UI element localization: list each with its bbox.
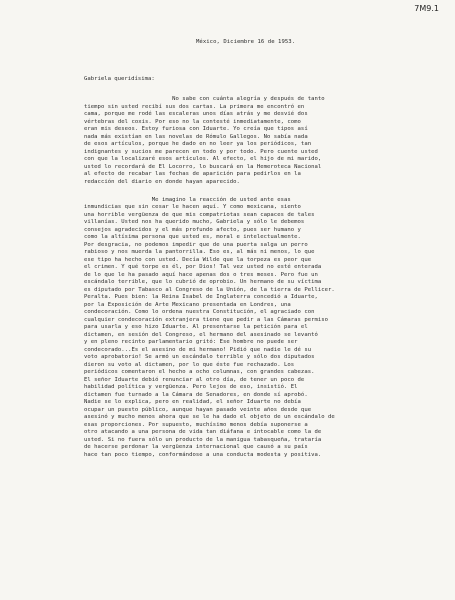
letter-line: como la altísima persona que usted es, moral e intelectualmente. bbox=[84, 234, 301, 240]
letter-line: condecorado...Es el asesino de mi hermano! Pidió que nadie le dé su bbox=[84, 346, 312, 353]
salutation: Gabriela queridísima: bbox=[84, 76, 155, 82]
letter-line: tiempo sin usted recibí sus dos cartas. La primera me encontró en bbox=[84, 103, 305, 110]
letter-line: periódicos comentaron el hecho a ocho columnas, con grandes cabezas. bbox=[84, 369, 315, 375]
letter-line: usted lo recordará de El Locorro, lo buscará en la Hemeroteca Nacional bbox=[84, 163, 322, 170]
letter-line: y en pleno recinto parlamentario gritó: Ese hombre no puede ser bbox=[84, 339, 298, 345]
letter-line: consejos agradecidos y el más profundo afecto, pues ser humano y bbox=[84, 226, 301, 233]
letter-line: con que la localizaré esos artículos. Al efecto, el hijo de mi marido, bbox=[84, 156, 322, 162]
letter-line: ese tipo ha hecho con usted. Decía Wilde que la torpeza es peor que bbox=[84, 256, 312, 263]
letter-line: por la Exposición de Arte Mexicano presentada en Londres, una bbox=[84, 301, 291, 308]
letter-line: eran mis deseos. Estoy furiosa con Iduarte. Yo creía que tipos así bbox=[84, 126, 308, 132]
letter-line: cualquier condecoración extranjera tiene que pedir a las Cámaras permiso bbox=[84, 316, 329, 323]
letter-line: Por desgracia, no podemos impedir que de una puerta salga un perro bbox=[84, 241, 308, 248]
letter-line: escándalo terrible, que lo cubrió de oprobio. Un hermano de su víctima bbox=[84, 279, 322, 285]
letter-line: villanías. Usted nos ha querido mucho, Gabriela y sólo le debemos bbox=[84, 219, 305, 225]
letter-line: Nadie se lo explica, pero en realidad, el señor Iduarte no debía bbox=[84, 399, 301, 405]
letter-line: nada más existían en las novelas de Rómulo Gallegos. No sabía nada bbox=[84, 133, 308, 140]
letter-line: voto aprobatorio! Se armó un escándalo terrible y sólo dos diputados bbox=[84, 354, 315, 360]
letter-line: al efecto de recabar las fechas de aparición para pedirlos en la bbox=[84, 171, 301, 177]
letter-line: No sabe con cuánta alegría y después de tanto bbox=[84, 96, 325, 102]
letter-line: el crimen. Y qué torpe es él, por Dios! Tal vez usted no esté enterada bbox=[84, 264, 322, 270]
letter-line: de lo que le ha pasado aquí hace apenas dos o tres meses. Pero fue un bbox=[84, 271, 318, 278]
letter-line: es diputado por Tabasco al Congreso de la Unión, de la tierra de Pellicer. bbox=[84, 286, 335, 293]
letter-line: para usarla y eso hizo Iduarte. Al presentarse la petición para el bbox=[84, 324, 308, 330]
letter-line: asesinó y mucho menos ahora que se le ha dado el objeto de un escándalo de bbox=[84, 414, 335, 420]
letter-line: redacción del diario en donde hayan aparecido. bbox=[84, 178, 240, 185]
letter-line: ocupar un puesto público, aunque hayan pasado veinte años desde que bbox=[84, 406, 312, 413]
letter-line: de hacerse perdonar la vergüenza internacional que causó a su país bbox=[84, 444, 308, 450]
letter-line: inmundicias que sin cesar le hacen aquí. Y como mexicana, siento bbox=[84, 204, 301, 210]
letter-line: usted. Si no fuera sólo un producto de la manigua tabasqueña, trataría bbox=[84, 436, 322, 443]
page-number: 7M9.1 bbox=[414, 4, 439, 13]
letter-line: dieron su voto al dictamen, por lo que éste fue rechazado. Los bbox=[84, 361, 295, 368]
letter-line: condecoración. Como lo ordena nuestra Constitución, el agraciado con bbox=[84, 309, 315, 315]
letter-line: dictamen fue turnado a la Cámara de Senadores, en donde sí aprobó. bbox=[84, 391, 308, 398]
letter-line: hace tan poco tiempo, conformándose a una conducta modesta y positiva. bbox=[84, 451, 322, 458]
letter-line: habilidad política y vergüenza. Pero lejos de eso, insistió. El bbox=[84, 384, 298, 390]
letter-line: otro atacando a una persona de vida tan diáfana e intocable como la de bbox=[84, 429, 322, 435]
dateline: México, Diciembre 16 de 1953. bbox=[196, 39, 296, 45]
letter-line: esas proporciones. Por supuesto, muchísimo menos debía suponerse a bbox=[84, 421, 308, 428]
letter-line: de esos artículos, porque he dado en no leer ya los periódicos, tan bbox=[84, 141, 312, 147]
paragraph-1 bbox=[84, 96, 455, 186]
letter-body bbox=[84, 96, 455, 459]
letter-line: dictamen, en sesión del Congreso, el hermano del asesinado se levantó bbox=[84, 331, 318, 338]
letter-line: Peralta. Pues bien: la Reina Isabel de Inglaterra concedió a Iduarte, bbox=[84, 294, 318, 300]
letter-line: indignantes y sucios me parecen en todo y por todo. Pero cuente usted bbox=[84, 148, 318, 155]
letter-line: El señor Iduarte debió renunciar al otro día, de tener un poco de bbox=[84, 376, 305, 383]
letter-line: cama, porque me rodé las escaleras unos días atrás y me desvié dos bbox=[84, 111, 308, 117]
letter-line: vértebras del coxis. Por eso no la contesté inmediatamente, como bbox=[84, 118, 301, 125]
letter-line: una horrible vergüenza de que mis compatriotas sean capaces de tales bbox=[84, 211, 315, 218]
letter-line: rabioso y nos muerda la pantorrilla. Eso es, al más ni menos, lo que bbox=[84, 249, 315, 255]
letter-line: Me imagino la reacción de usted ante esas bbox=[84, 196, 291, 203]
paragraph-2 bbox=[84, 197, 455, 460]
